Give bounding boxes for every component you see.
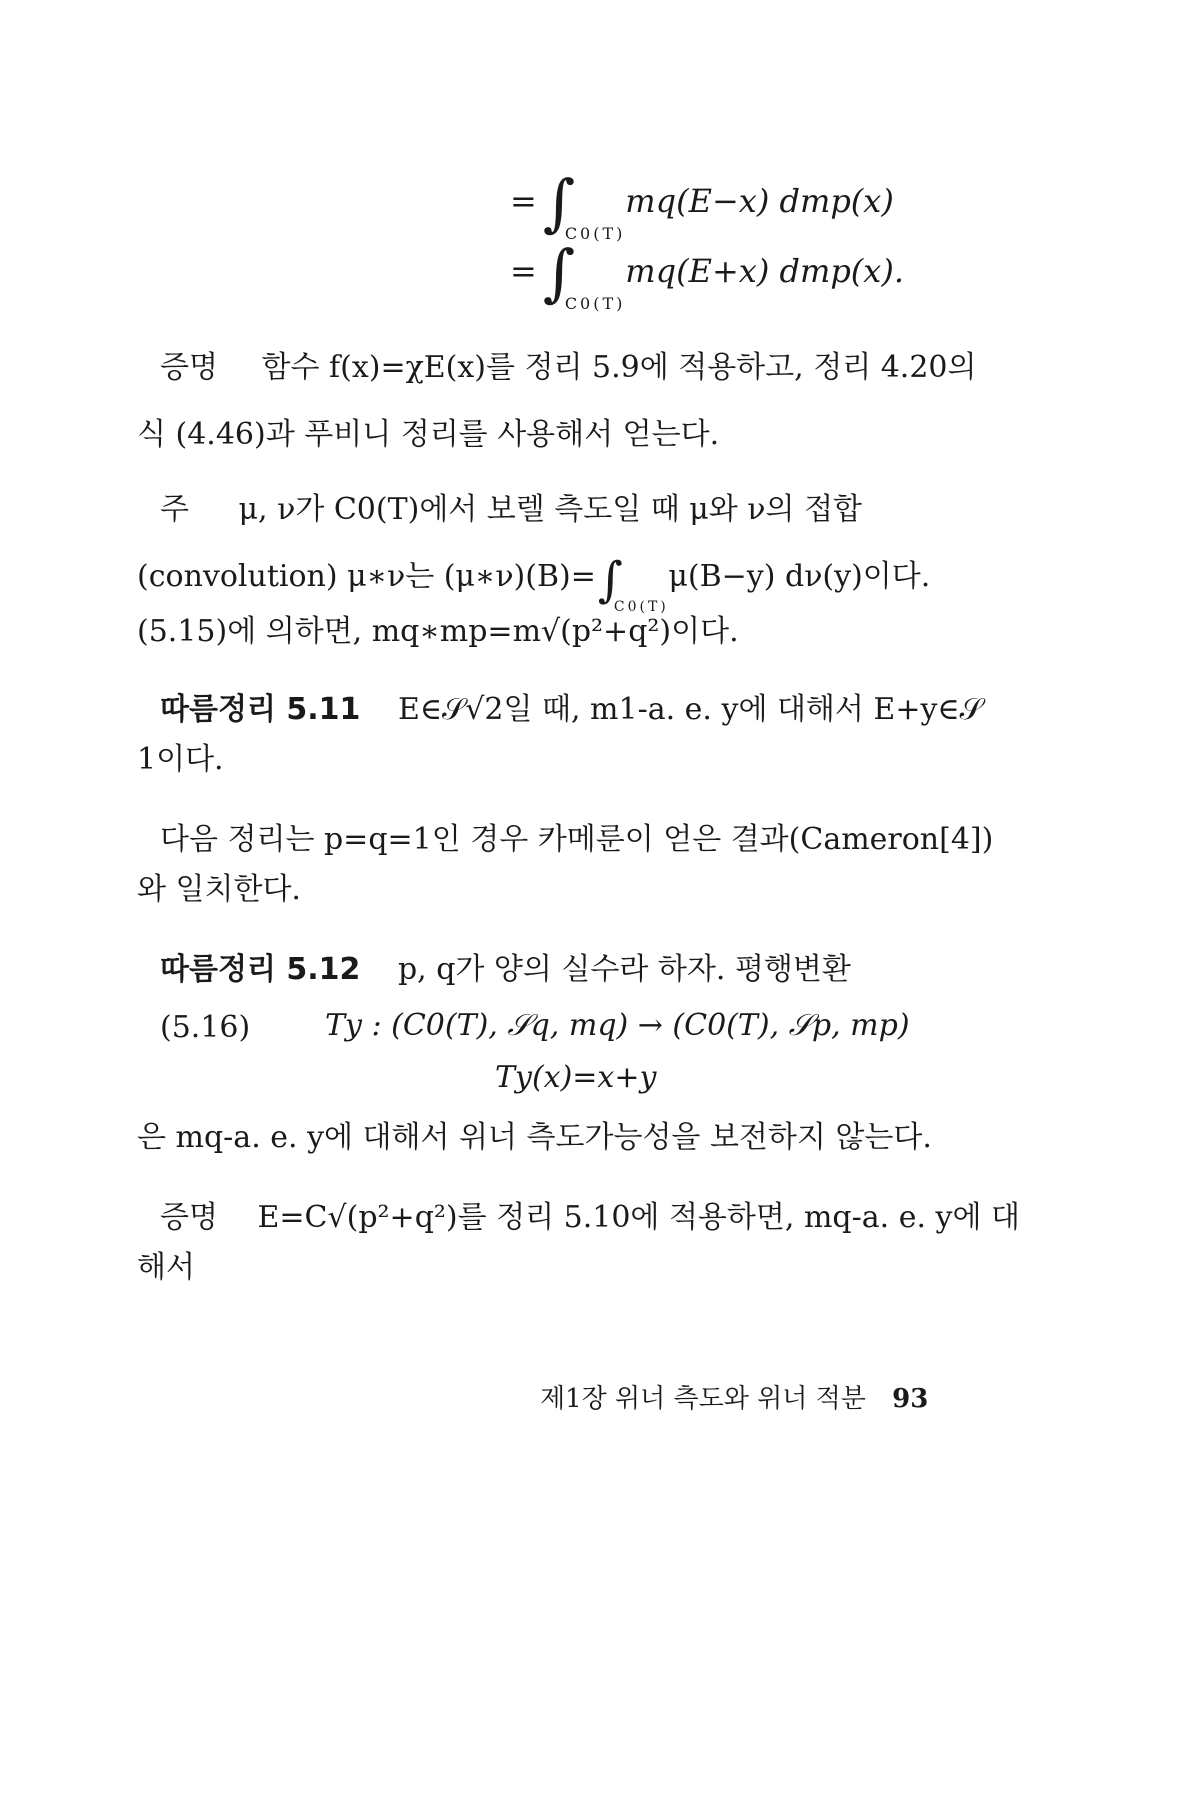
corollary-label: 따름정리 5.11 <box>160 692 361 727</box>
corollary-5-12-conclusion: 은 mq-a. e. y에 대해서 위너 측도가능성을 보전하지 않는다. <box>137 1120 932 1155</box>
equation-line-2 <box>510 236 904 313</box>
note-text-a: (convolution) μ∗ν는 (μ∗ν)(B)= <box>137 559 596 594</box>
proof-text: 함수 f(x)=χE(x)를 정리 5.9에 적용하고, 정리 4.20의 <box>261 350 977 385</box>
paragraph-line-1: 다음 정리는 p=q=1인 경우 카메룬이 얻은 결과(Cameron[4]) <box>160 822 994 857</box>
note-line-1 <box>160 490 862 530</box>
corollary-label: 따름정리 5.12 <box>160 952 361 987</box>
corollary-text: E∈𝒮√2일 때, m1-a. e. y에 대해서 E+y∈𝒮 <box>397 692 983 727</box>
corollary-5-11-line-2: 1이다. <box>137 742 224 777</box>
proof-text: E=C√(p²+q²)를 정리 5.10에 적용하면, mq-a. e. y에 대 <box>257 1200 1020 1235</box>
page-number: 93 <box>892 1384 929 1414</box>
proof-2-line-2: 해서 <box>137 1250 195 1285</box>
note-text: μ, ν가 C0(T)에서 보렐 측도일 때 μ와 ν의 접합 <box>238 492 863 527</box>
corollary-5-11-line-1 <box>160 690 983 730</box>
proof-1-line-2: 식 (4.46)과 푸비니 정리를 사용해서 얻는다. <box>137 417 720 452</box>
equation-line-1 <box>510 166 894 243</box>
paragraph-line-2: 와 일치한다. <box>137 872 301 907</box>
translation-map-equation: Ty : (C0(T), 𝒮q, mq) → (C0(T), 𝒮p, mp) <box>325 1008 910 1043</box>
note-text-b: μ(B−y) dν(y)이다. <box>668 559 931 594</box>
proof-label: 증명 <box>160 350 218 385</box>
note-line-2 <box>137 552 931 615</box>
note-line-3: (5.15)에 의하면, mq∗mp=m√(p²+q²)이다. <box>137 614 739 649</box>
equation-body: mq(E−x) dmp(x) <box>625 181 894 220</box>
integral-sign: ∫ C0(T) <box>542 166 626 243</box>
chapter-title: 제1장 위너 측도와 위너 적분 <box>540 1384 866 1414</box>
corollary-text: p, q가 양의 실수라 하자. 평행변환 <box>397 952 851 987</box>
translation-formula: Ty(x)=x+y <box>495 1060 657 1095</box>
integral-sign: ∫ C0(T) <box>597 552 669 615</box>
integral-subscript: C0(T) <box>564 294 626 313</box>
corollary-5-12-line <box>160 950 851 990</box>
proof-1-line-1 <box>160 348 977 388</box>
proof-2-line-1 <box>160 1198 1020 1238</box>
integral-subscript: C0(T) <box>564 224 626 243</box>
equals-sign: = <box>510 181 537 220</box>
integral-subscript: C0(T) <box>613 599 669 615</box>
equals-sign: = <box>510 251 537 290</box>
equation-body: mq(E+x) dmp(x). <box>625 251 904 290</box>
integral-sign: ∫ C0(T) <box>542 236 626 313</box>
page-footer <box>540 1378 928 1415</box>
proof-label: 증명 <box>160 1200 218 1235</box>
equation-number: (5.16) <box>160 1010 251 1045</box>
note-label: 주 <box>160 492 189 527</box>
